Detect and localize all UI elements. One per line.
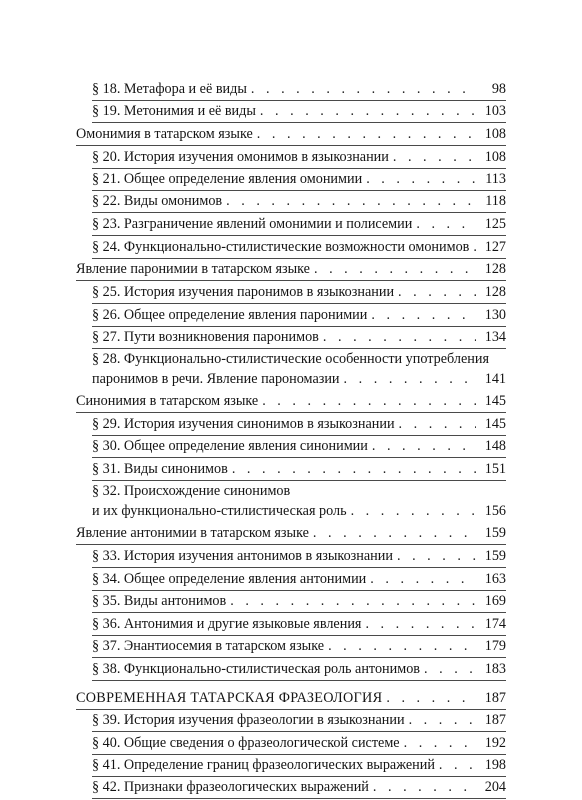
toc-rule [76,145,506,146]
toc-entry-title: § 37. Энантиосемия в татарском языке [92,638,325,654]
toc-entry-page: 156 [484,503,506,519]
toc-rule [92,657,506,658]
toc-entry[interactable] [0,436,582,456]
toc-entry[interactable] [0,327,582,347]
toc-entry-page: 127 [484,239,506,255]
toc-entry-page: 169 [484,593,506,609]
toc-entry[interactable] [0,147,582,167]
toc-entry-page: 187 [484,712,506,728]
toc-entry[interactable] [0,546,582,566]
toc-entry-title: § 34. Общее определение явления антонимии [92,571,367,587]
toc-entry-title: § 19. Метонимия и её виды [92,103,256,119]
toc-entry-title: и их функционально-стилистическая роль [92,503,347,519]
toc-entry[interactable] [0,636,582,656]
toc-entry-title-line1: § 32. Происхождение синонимов [92,483,291,499]
toc-entry[interactable] [0,169,582,189]
toc-entry-title: § 26. Общее определение явления паронимии [92,307,368,323]
toc-entry-page: 183 [484,661,506,677]
toc-entry-page: 179 [484,638,506,654]
toc-entry-page: 204 [484,779,506,795]
toc-entry-title: § 21. Общее определение явления омонимии [92,171,363,187]
toc-entry-title: § 31. Виды синонимов [92,461,228,477]
toc-entry-title: § 25. История изучения паронимов в языкознании [92,284,395,300]
toc-entry[interactable] [0,777,582,797]
toc-entry-title: § 18. Метафора и её виды [92,81,247,97]
toc-rule [76,280,506,281]
toc-entry-page: 159 [484,525,506,541]
toc-rule [92,303,506,304]
toc-entry[interactable] [0,101,582,121]
toc-entry-page: 174 [484,616,506,632]
toc-rule [92,680,506,681]
toc-entry-title: § 30. Общее определение явления синонимии [92,438,368,454]
toc-entry-title: § 39. История изучения фразеологии в языкознании [92,712,405,728]
toc-entry[interactable] [0,191,582,211]
toc-entry[interactable] [0,755,582,775]
toc-entry-page: 145 [484,393,506,409]
toc-entry[interactable] [0,237,582,257]
toc-entry-page: 128 [484,284,506,300]
toc-entry-title: § 20. История изучения омонимов в языкознании [92,149,389,165]
toc-entry-title: § 40. Общие сведения о фразеологической системе [92,735,400,751]
toc-section-title: Омонимия в татарском языке [76,126,253,142]
toc-entry-page: 118 [485,193,506,209]
toc-section[interactable] [0,391,582,411]
toc-entry-page: 192 [484,735,506,751]
toc-entry[interactable] [0,481,582,521]
toc-entry[interactable] [0,79,582,99]
toc-entry-title: § 35. Виды антонимов [92,593,227,609]
toc-entry[interactable] [0,733,582,753]
toc-entry-title: § 42. Признаки фразеологических выражений [92,779,369,795]
toc-entry-page: 198 [484,757,506,773]
toc-rule [92,212,506,213]
toc-entry[interactable] [0,614,582,634]
toc-entry-title: § 23. Разграничение явлений омонимии и полисемии [92,216,413,232]
toc-section[interactable] [0,259,582,279]
toc-entry-page: 130 [484,307,506,323]
toc-rule [92,798,506,799]
toc-entry-page: 163 [484,571,506,587]
toc-section[interactable] [0,523,582,543]
toc-entry-title: § 22. Виды омонимов [92,193,223,209]
toc-entry[interactable] [0,710,582,730]
toc-entry[interactable] [0,305,582,325]
toc-entry-page: 108 [484,126,506,142]
toc-entry-page: 145 [484,416,506,432]
toc-section-title: Явление антонимии в татарском языке [76,525,309,541]
toc-entry-page: 108 [484,149,506,165]
toc-rule [92,567,506,568]
toc-entry-title-line1: § 28. Функционально-стилистические особенности употребления [92,351,489,367]
toc-entry[interactable] [0,282,582,302]
toc-entry-page: 148 [484,438,506,454]
toc-entry-title: § 24. Функционально-стилистические возможности омонимов [92,239,470,255]
toc-entry-page: 98 [491,81,506,97]
toc-section[interactable] [0,124,582,144]
toc-entry-page: 134 [484,329,506,345]
toc-entry-title: § 41. Определение границ фразеологических выражений [92,757,435,773]
toc-entry-page: 103 [484,103,506,119]
toc-entry-page: 187 [484,690,506,706]
toc-entry[interactable] [0,459,582,479]
toc-entry-page: 125 [484,216,506,232]
toc-entry-page: 159 [484,548,506,564]
toc-rule [76,412,506,413]
toc-entry-title: паронимов в речи. Явление парономазии [92,371,340,387]
toc-entry[interactable] [0,414,582,434]
toc-section-title: Явление паронимии в татарском языке [76,261,310,277]
toc-rule [92,122,506,123]
toc-entry-page: 128 [484,261,506,277]
toc-entry-title: § 33. История изучения антонимов в языкознании [92,548,393,564]
toc-rule [76,544,506,545]
toc-entry[interactable] [0,659,582,679]
toc-entry-title: § 38. Функционально-стилистическая роль антонимов [92,661,420,677]
toc-entry-title: § 27. Пути возникновения паронимов [92,329,319,345]
toc-entry-title: § 36. Антонимия и другие языковые явления [92,616,362,632]
toc-rule [92,731,506,732]
toc-rule [92,457,506,458]
toc-chapter-title: СОВРЕМЕННАЯ ТАТАРСКАЯ ФРАЗЕОЛОГИЯ [76,690,383,706]
toc-entry-title: § 29. История изучения синонимов в языкознании [92,416,395,432]
toc-entry[interactable] [0,591,582,611]
toc-entry-page: 113 [485,171,506,187]
toc-entry[interactable] [0,569,582,589]
toc-entry-page: 151 [484,461,506,477]
toc-rule [92,612,506,613]
toc-rule [92,235,506,236]
toc-entry-page: 141 [484,371,506,387]
toc-entry[interactable] [0,349,582,389]
toc-section-title: Синонимия в татарском языке [76,393,259,409]
toc-entry[interactable] [0,214,582,234]
toc-chapter[interactable] [0,688,582,708]
